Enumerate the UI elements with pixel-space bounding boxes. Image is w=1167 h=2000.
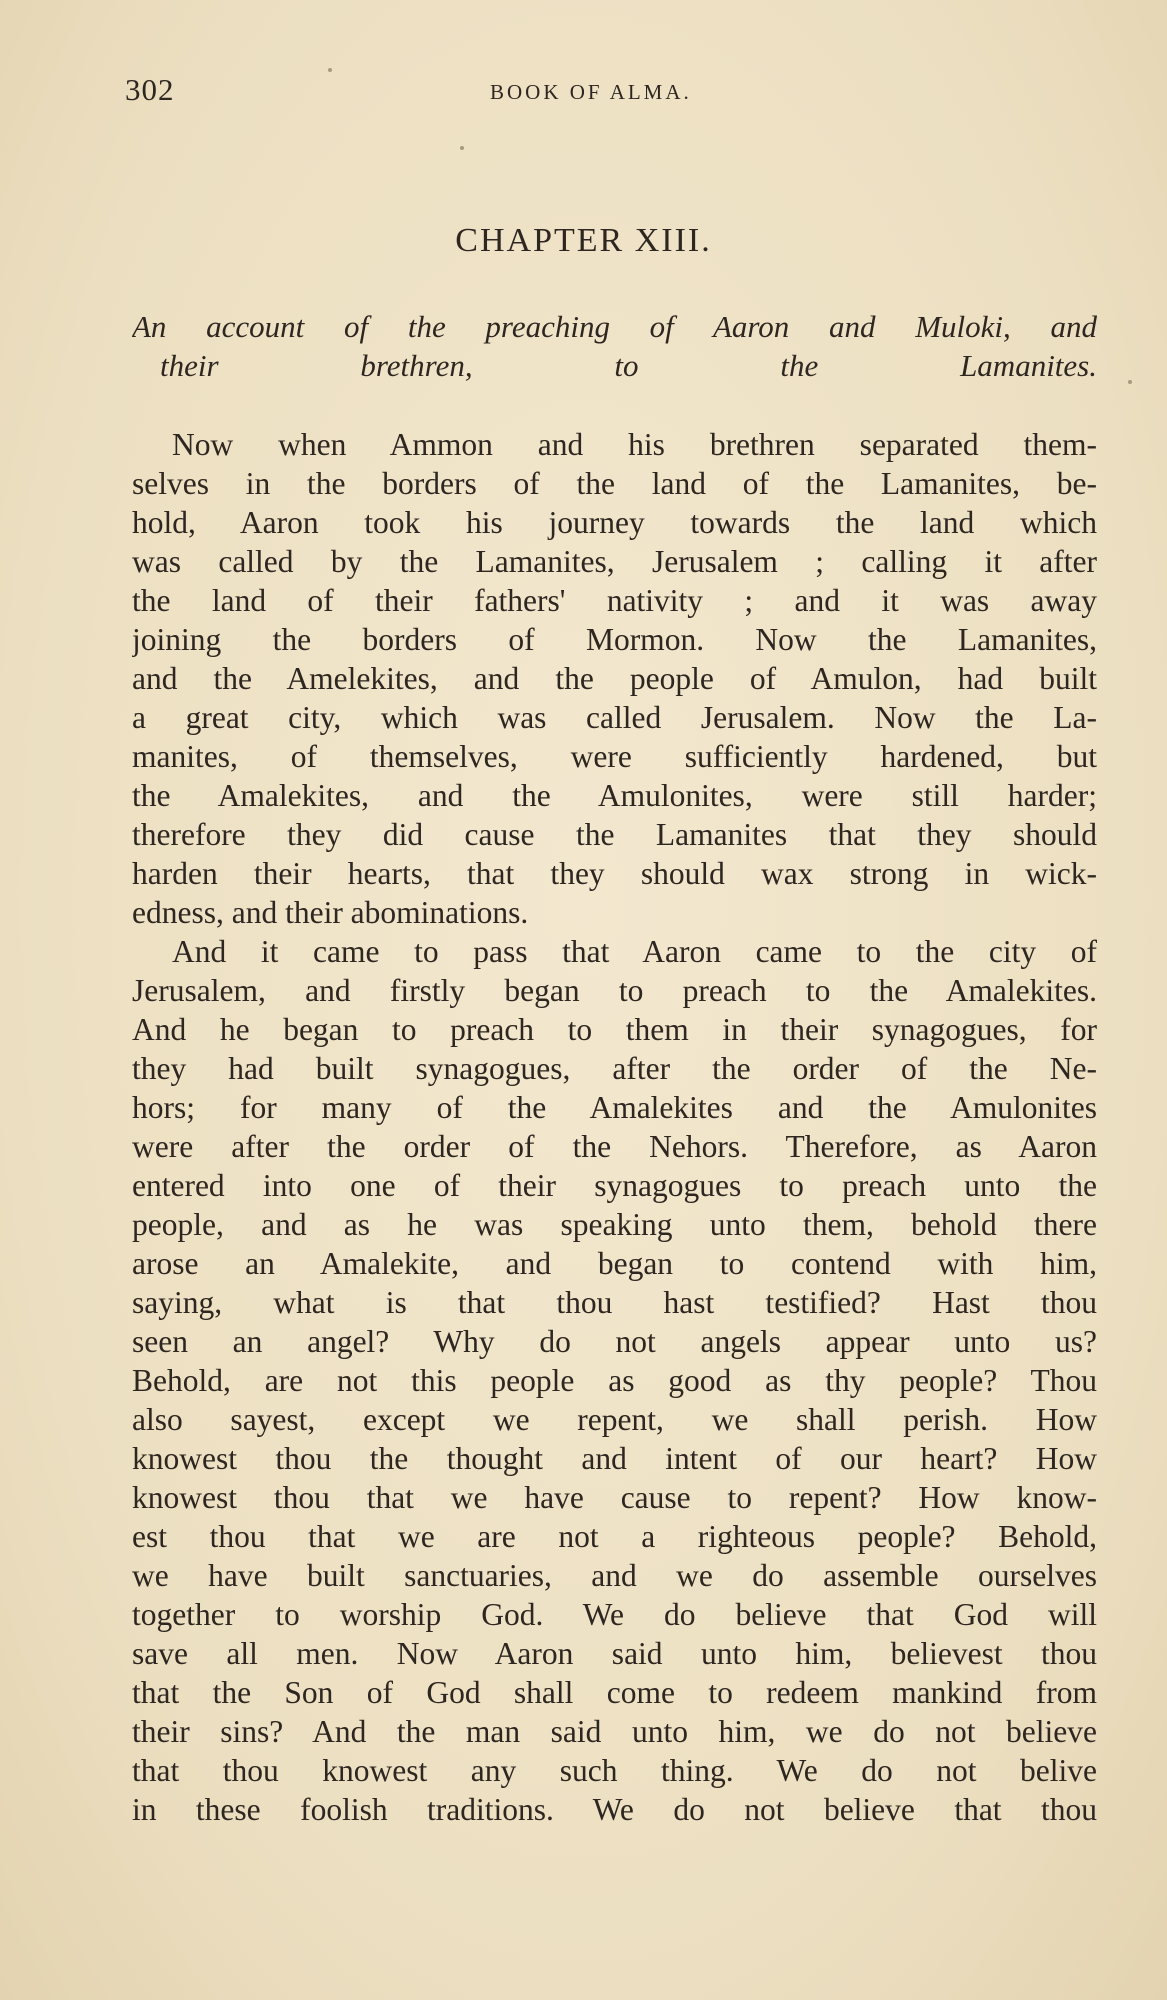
text-line: Now when Ammon and his brethren separated them- <box>172 427 1097 462</box>
text-line: joining the borders of Mormon. Now the Lamanites, <box>132 622 1097 657</box>
text-line: together to worship God. We do believe that God will <box>132 1597 1097 1632</box>
text-line: manites, of themselves, were sufficiently hardened, but <box>132 739 1097 774</box>
paragraph <box>132 425 1097 932</box>
page-header <box>125 72 1090 112</box>
text-line: they had built synagogues, after the order of the Ne- <box>132 1051 1097 1086</box>
text-line: selves in the borders of the land of the Lamanites, be- <box>132 466 1097 501</box>
page-number: 302 <box>125 72 175 107</box>
paper-speck <box>1128 380 1132 384</box>
text-line: were after the order of the Nehors. Therefore, as Aaron <box>132 1129 1097 1164</box>
text-line: knowest thou that we have cause to repent? How know- <box>132 1480 1097 1515</box>
text-line: seen an angel? Why do not angels appear unto us? <box>132 1324 1097 1359</box>
text-line: save all men. Now Aaron said unto him, believest thou <box>132 1636 1097 1671</box>
text-line: was called by the Lamanites, Jerusalem ; calling it after <box>132 544 1097 579</box>
text-line: knowest thou the thought and intent of our heart? How <box>132 1441 1097 1476</box>
text-line: And it came to pass that Aaron came to the city of <box>172 934 1097 969</box>
text-line: the Amalekites, and the Amulonites, were still harder; <box>132 778 1097 813</box>
text-line: that thou knowest any such thing. We do not belive <box>132 1753 1097 1788</box>
text-line: people, and as he was speaking unto them, behold there <box>132 1207 1097 1242</box>
text-line: their sins? And the man said unto him, we do not believe <box>132 1714 1097 1749</box>
text-line: arose an Amalekite, and began to contend with him, <box>132 1246 1097 1281</box>
text-line: and the Amelekites, and the people of Amulon, had built <box>132 661 1097 696</box>
text-line: hors; for many of the Amalekites and the Amulonites <box>132 1090 1097 1125</box>
text-line: the land of their fathers' nativity ; and it was away <box>132 583 1097 618</box>
summary-line: An account of the preaching of Aaron and Muloki, and <box>132 309 1097 344</box>
text-line: est thou that we are not a righteous people? Behold, <box>132 1519 1097 1554</box>
text-line: entered into one of their synagogues to preach unto the <box>132 1168 1097 1203</box>
text-line: in these foolish traditions. We do not believe that thou <box>132 1792 1097 1827</box>
text-line: Jerusalem, and firstly began to preach to the Amalekites. <box>132 973 1097 1008</box>
summary-line: their brethren, to the Lamanites. <box>160 348 1097 383</box>
text-line: therefore they did cause the Lamanites that they should <box>132 817 1097 852</box>
running-title: BOOK OF ALMA. <box>490 80 692 104</box>
text-line: And he began to preach to them in their synagogues, for <box>132 1012 1097 1047</box>
chapter-summary <box>132 308 1097 386</box>
text-line: harden their hearts, that they should wax strong in wick- <box>132 856 1097 891</box>
text-line: that the Son of God shall come to redeem mankind from <box>132 1675 1097 1710</box>
paper-speck <box>328 68 332 72</box>
text-line: saying, what is that thou hast testified? Hast thou <box>132 1285 1097 1320</box>
text-line: a great city, which was called Jerusalem. Now the La- <box>132 700 1097 735</box>
text-line: also sayest, except we repent, we shall perish. How <box>132 1402 1097 1437</box>
chapter-title: CHAPTER XIII. <box>455 222 712 259</box>
text-line: edness, and their abominations. <box>132 895 529 930</box>
text-line: Behold, are not this people as good as thy people? Thou <box>132 1363 1097 1398</box>
text-line: we have built sanctuaries, and we do assemble ourselves <box>132 1558 1097 1593</box>
chapter-body <box>132 425 1097 1829</box>
paper-speck <box>460 146 464 150</box>
text-line: hold, Aaron took his journey towards the land which <box>132 505 1097 540</box>
paragraph <box>132 932 1097 1829</box>
